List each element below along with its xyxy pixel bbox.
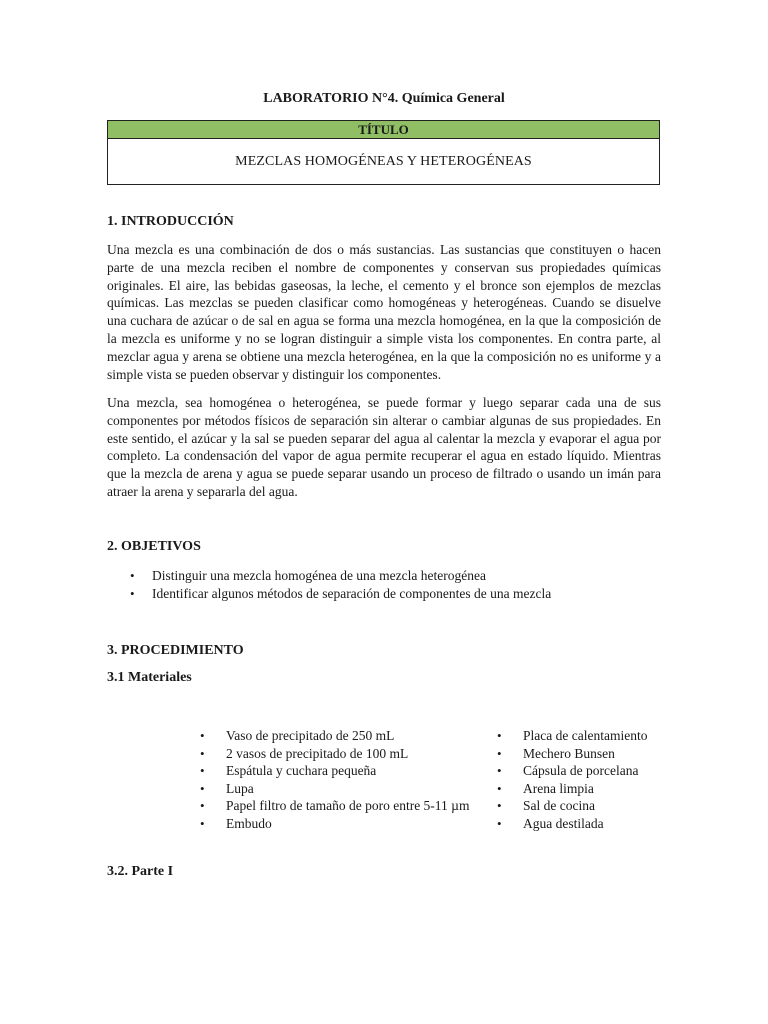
material-item: • Cápsula de porcelana — [497, 762, 677, 780]
section-heading-introduccion: 1. INTRODUCCIÓN — [107, 214, 234, 229]
intro-paragraph-1: Una mezcla es una combinación de dos o más sustancias. Las sustancias que constituyen o hacen parte de una mezcla reciben el nombre de componentes y conservan sus propiedades químicas originales. El aire, las bebidas gaseosas, la leche, el cemento y el bronce son ejemplos de mezclas químicas. Las mezclas se pueden clasificar como homogéneas y heterogéneas. Cuando se disuelve una cuchara de azúcar o de sal en agua se forma una mezcla homogénea, en la que la composición de la mezcla es uniforme y no se logran distinguir a simple vista los componentes. En contra parte, al mezclar agua y arena se obtiene una mezcla heterogénea, en la que la composición no es uniforme y a simple vista se pueden observar y distinguir los componentes. — [107, 242, 661, 382]
title-table-value: MEZCLAS HOMOGÉNEAS Y HETEROGÉNEAS — [235, 154, 532, 169]
material-item: • Sal de cocina — [497, 797, 677, 815]
subsection-heading-parte-1: 3.2. Parte I — [107, 864, 174, 879]
materials-list-right — [497, 727, 677, 832]
material-item: • Papel filtro de tamaño de poro entre 5-11 µm — [200, 797, 482, 815]
intro-paragraph-2: Una mezcla, sea homogénea o heterogénea, se puede formar y luego separar cada una de sus componentes por métodos físicos de separación sin alterar o cambiar algunas de sus propiedades. En este sentido, el azúcar y la sal se pueden separar del agua al calentar la mezcla y evaporar el agua por completo. La condensación del vapor de agua permite recuperar el agua en estado líquido. Mientras que la mezcla de arena y agua se puede separar usando un proceso de filtrado o usando un imán para atraer la arena y separarla del agua. — [107, 395, 661, 499]
document-title: LABORATORIO N°4. Química General — [263, 91, 505, 106]
title-table — [107, 120, 660, 185]
subsection-heading-materiales: 3.1 Materiales — [107, 670, 192, 685]
material-item: • Mechero Bunsen — [497, 745, 677, 763]
objectives-list — [108, 567, 658, 603]
material-item: • 2 vasos de precipitado de 100 mL — [200, 745, 482, 763]
material-item: • Vaso de precipitado de 250 mL — [200, 727, 482, 745]
material-item: • Agua destilada — [497, 815, 677, 833]
material-item: • Arena limpia — [497, 780, 677, 798]
title-table-header: TÍTULO — [108, 121, 659, 139]
materials-list-left — [200, 727, 482, 832]
material-item: • Espátula y cuchara pequeña — [200, 762, 482, 780]
material-item: • Placa de calentamiento — [497, 727, 677, 745]
objective-item: • Distinguir una mezcla homogénea de una mezcla heterogénea — [108, 567, 658, 585]
material-item: • Embudo — [200, 815, 482, 833]
objective-item: • Identificar algunos métodos de separación de componentes de una mezcla — [108, 585, 658, 603]
section-heading-procedimiento: 3. PROCEDIMIENTO — [107, 643, 244, 658]
section-heading-objetivos: 2. OBJETIVOS — [107, 539, 201, 554]
material-item: • Lupa — [200, 780, 482, 798]
